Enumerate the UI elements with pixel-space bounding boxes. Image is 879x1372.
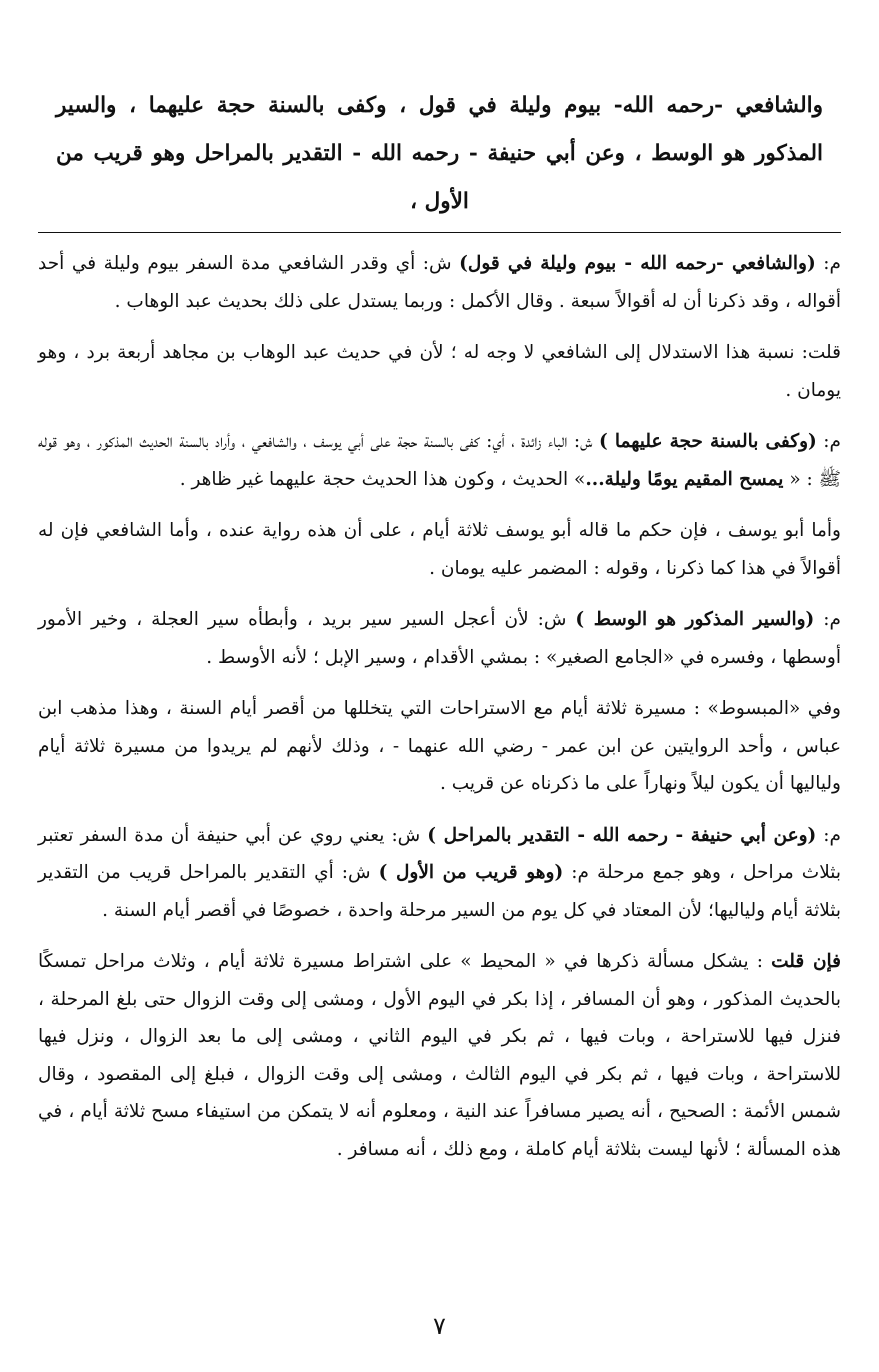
segment: وفي «المبسوط» : مسيرة ثلاثة أيام مع الاستراحات التي يتخللها من أقصر أيام السنة ، وهذا مذهب ابن عباس ، وأحد الروايتين عن ابن عمر - رضي الله عنهما - ، وذلك لأنهم لم يريدوا من مسيرة ثلاثة أيام ولياليها أن يكون ليلاً ونهاراً على ما ذكرناه عن قريب .: [38, 698, 841, 794]
commentary-paragraph-5: [38, 601, 841, 676]
segment: ش: أي التقدير بالمراحل قريب من التقدير بثلاثة أيام ولياليها؛ لأن المعتاد في كل يوم من السير مرحلة واحدة ، خصوصًا في أقصر أيام السنة .: [38, 862, 841, 921]
page-number: ٧: [433, 1312, 446, 1340]
commentary-paragraph-7: [38, 817, 841, 930]
segment: ش: أي وقدر الشافعي مدة السفر بيوم وليلة في أحد أقواله ، وقد ذكرنا أن له أقوالاً سبعة . وقال الأكمل : وربما يستدل على ذلك بحديث عبد الوهاب .: [38, 253, 841, 312]
commentary-paragraph-4: [38, 512, 841, 587]
commentary-paragraph-6: [38, 690, 841, 803]
segment: م:: [816, 824, 841, 846]
segment: ش: الباء زائدة ، أي: كفى بالسنة حجة على أبي يوسف ، والشافعي ، وأراد بالسنة الحديث المذكور ، وهو قوله ﷺ : «: [38, 431, 841, 490]
quoted-matn: (وهو قريب من الأول ): [378, 862, 564, 883]
quoted-matn: (وكفى بالسنة حجة عليهما ): [599, 431, 817, 452]
commentary-paragraph-3: [38, 423, 841, 498]
matn-text: والشافعي -رحمه الله- بيوم وليلة في قول ، وكفى بالسنة حجة عليهما ، والسير المذكور هو الوسط ، وعن أبي حنيفة - رحمه الله - التقدير بالمراحل وهو قريب من الأول ،: [56, 93, 823, 214]
segment: : يشكل مسألة ذكرها في « المحيط » على اشتراط مسيرة ثلاثة أيام ، وثلاث مراحل تمسكًا بالحديث المذكور ، وهو أن المسافر ، إذا بكر في اليوم الأول ، ومشى إلى وقت الزوال حتى بلغ المرحلة ، فنزل فيها للاستراحة ، وبات فيها ، ثم بكر في اليوم الثاني ، ومشى إلى ما بعد الزوال ، ونزل فيها للاستراحة ، وبات فيها ، ثم بكر في اليوم الثالث ، ومشى إلى وقت الزوال ، فبلغ إلى المقصود ، وقال شمس الأئمة : الصحيح ، أنه يصير مسافراً عند النية ، ومعلوم أنه لا يتمكن من استيفاء مسح ثلاثة أيام ، في هذه المسألة ؛ لأنها ليست بثلاثة أيام كاملة ، ومع ذلك ، أنه مسافر .: [38, 951, 841, 1160]
question-lead: فإن قلت: [771, 951, 842, 972]
quoted-matn: (وعن أبي حنيفة - رحمه الله - التقدير بالمراحل ): [427, 824, 817, 846]
separator-line: [38, 232, 841, 233]
segment: » الحديث ، وكون هذا الحديث حجة عليهما غير ظاهر .: [179, 468, 586, 490]
quoted-matn: (والشافعي -رحمه الله - بيوم وليلة في قول): [459, 253, 816, 274]
segment: م:: [816, 431, 841, 452]
segment: م:: [814, 609, 841, 630]
segment: ش: يعني روي عن أبي حنيفة أن مدة السفر تعتبر بثلاث مراحل ، وهو جمع مرحلة م:: [38, 824, 841, 883]
commentary-paragraph-8: [38, 943, 841, 1168]
segment: وأما أبو يوسف ، فإن حكم ما قاله أبو يوسف ثلاثة أيام ، على أن هذه رواية عنده ، وأما الشافعي فإن له أقوالاً في هذا كما ذكرنا ، وقوله : المضمر عليه يومان .: [38, 520, 841, 579]
hadith-quote: يمسح المقيم يومًا وليلة...: [585, 468, 784, 490]
quoted-matn: (والسير المذكور هو الوسط ): [575, 609, 815, 630]
segment: م:: [815, 253, 841, 274]
segment: ش: لأن أعجل السير سير بريد ، وأبطأه سير العجلة ، وخير الأمور أوسطها ، وفسره في «الجامع الصغير» : بمشي الأقدام ، وسير الإبل ؛ لأنه الأوسط .: [38, 609, 841, 668]
commentary-paragraph-1: [38, 245, 841, 320]
segment: قلت: نسبة هذا الاستدلال إلى الشافعي لا وجه له ؛ لأن في حديث عبد الوهاب بن مجاهد أربعة برد ، وهو يومان .: [38, 342, 841, 401]
commentary-paragraph-2: [38, 334, 841, 409]
